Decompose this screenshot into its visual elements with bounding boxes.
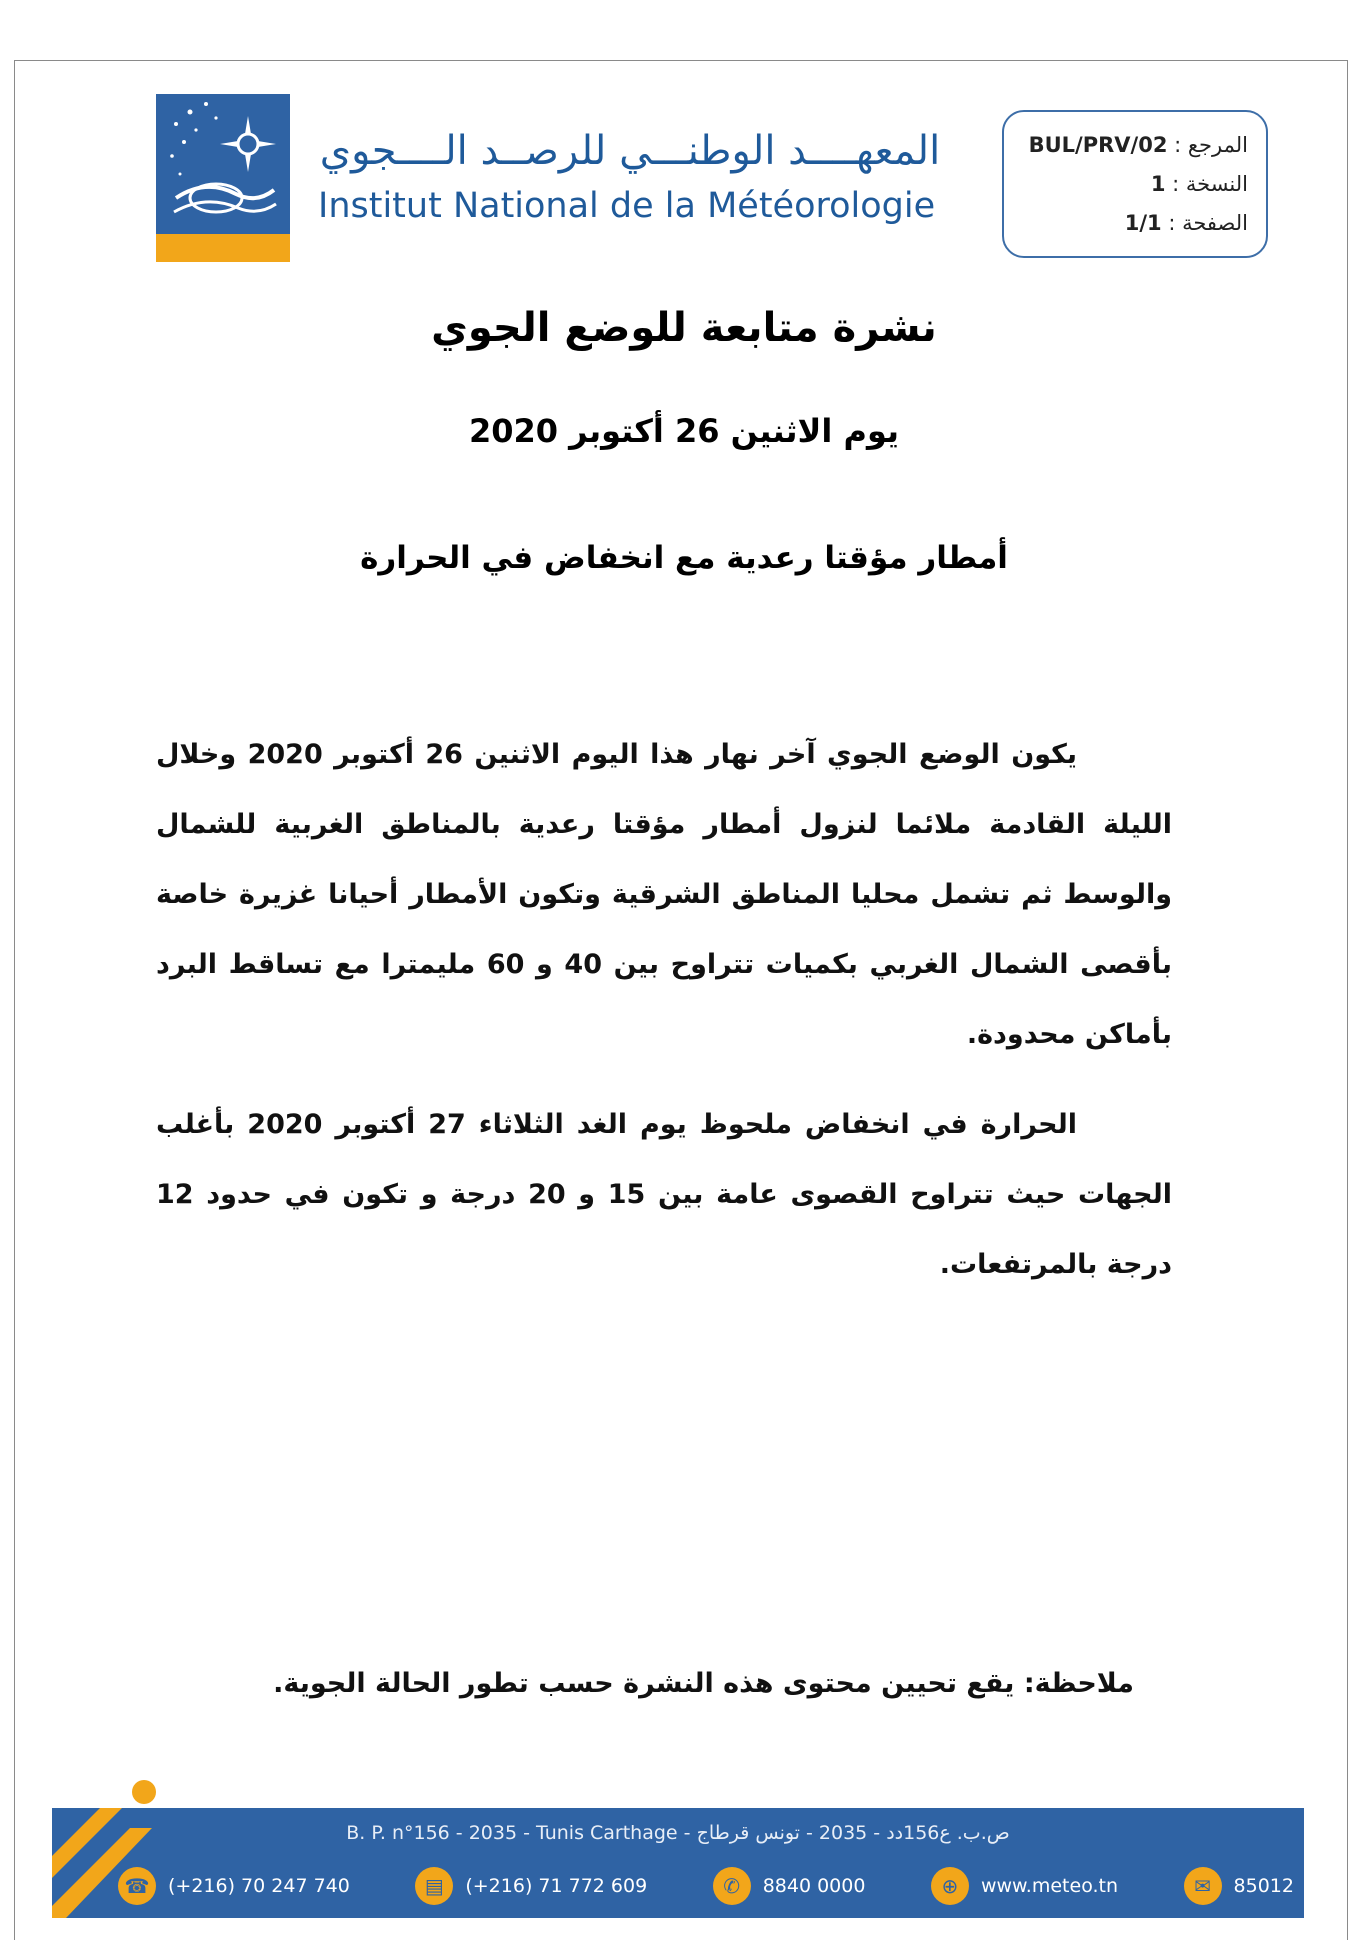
note <box>156 1668 1134 1699</box>
page-value: 1/1 <box>1124 211 1162 235</box>
inm-logo <box>156 94 290 262</box>
note-label: ملاحظة: <box>1023 1668 1134 1699</box>
bulletin-date: يوم الاثنين 26 أكتوبر 2020 <box>468 412 900 450</box>
org-name-ar: المعهــــد الوطنـــي للرصــد الــــجوي <box>319 128 941 174</box>
fax-number: (+216) 71 772 609 <box>465 1875 648 1897</box>
hotline-icon: ✆ <box>713 1867 751 1905</box>
phone-number: (+216) 70 247 740 <box>168 1875 350 1897</box>
phone-icon: ☎ <box>118 1867 156 1905</box>
footer-stripes-decoration <box>52 1778 172 1918</box>
contact-website[interactable] <box>931 1867 1118 1905</box>
paragraph-temperature: الحرارة في انخفاض ملحوظ يوم الغد الثلاثاء 27 أكتوبر 2020 بأغلب الجهات حيث تتراوح القصوى عامة بين 15 و 20 درجة و تكون في حدود 12 درجة بالمرتفعات. <box>156 1109 1172 1280</box>
contact-hotline[interactable] <box>713 1867 866 1905</box>
version-row <box>1022 165 1248 204</box>
note-text: يقع تحيين محتوى هذه النشرة حسب تطور الحالة الجوية. <box>273 1668 1024 1699</box>
sms-number: 85012 <box>1233 1875 1294 1897</box>
contact-sms[interactable] <box>1184 1867 1294 1905</box>
page-row <box>1022 204 1248 243</box>
footer-contacts <box>118 1866 1294 1906</box>
ref-row <box>1022 126 1248 165</box>
bulletin-subtitle: أمطار مؤقتا رعدية مع انخفاض في الحرارة <box>360 540 1008 576</box>
reference-box <box>1002 110 1268 258</box>
sms-icon: ✉ <box>1184 1867 1222 1905</box>
version-value: 1 <box>1150 172 1166 196</box>
version-label: النسخة : <box>1172 172 1248 196</box>
star-compass-logo-icon <box>156 94 290 234</box>
contact-fax[interactable] <box>415 1867 647 1905</box>
website-link[interactable]: www.meteo.tn <box>980 1875 1119 1897</box>
page-label: الصفحة : <box>1168 211 1248 235</box>
org-name-fr: Institut National de la Météorologie <box>318 186 936 226</box>
hotline-number: 8840 0000 <box>762 1875 866 1897</box>
ref-value: BUL/PRV/02 <box>1028 133 1168 157</box>
bulletin-title: نشرة متابعة للوضع الجوي <box>431 305 937 351</box>
paragraph-rain: يكون الوضع الجوي آخر نهار هذا اليوم الاثنين 26 أكتوبر 2020 وخلال الليلة القادمة ملائما لنزول أمطار مؤقتا رعدية بالمناطق الغربية للشمال والوسط ثم تشمل محليا المناطق الشرقية وتكون الأمطار أحيانا غزيرة خاصة بأقصى الشمال الغربي بكميات تتراوح بين 40 و 60 مليمترا مع تساقط البرد بأماكن محدودة. <box>156 739 1172 1050</box>
web-icon: ⊕ <box>931 1867 969 1905</box>
footer-address: B. P. n°156 - 2035 - Tunis Carthage - ص.ب. ع156دد - 2035 - تونس قرطاج <box>346 1822 1010 1844</box>
logo-band <box>156 234 290 262</box>
fax-icon: ▤ <box>415 1867 453 1905</box>
ref-label: المرجع : <box>1174 133 1248 157</box>
footer-bar <box>52 1808 1304 1918</box>
